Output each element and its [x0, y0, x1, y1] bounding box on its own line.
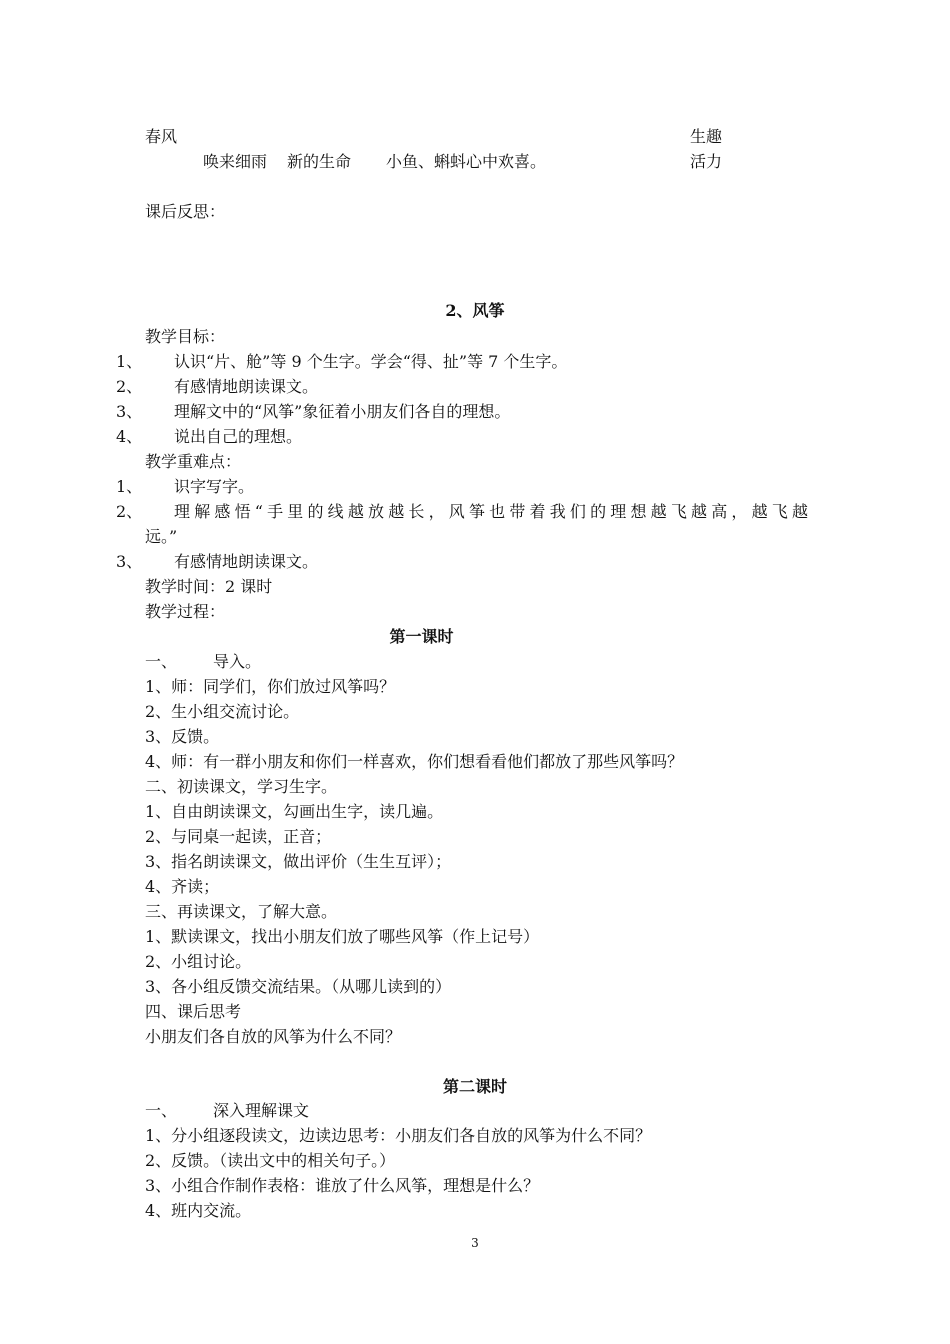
teaching-time: 教学时间：2 课时	[145, 577, 273, 596]
period-1-line: 2、生小组交流讨论。	[145, 702, 300, 721]
page-number: 3	[471, 1236, 479, 1250]
period-1-line: 小朋友们各自放的风筝为什么不同？	[145, 1027, 402, 1046]
goal-text: 理解文中的“风筝”象征着小朋友们各自的理想。	[174, 402, 511, 421]
period-2-line: 3、小组合作制作表格：谁放了什么风筝，理想是什么？	[145, 1176, 540, 1195]
poem-line-1-right: 生趣	[690, 127, 723, 146]
goals-heading: 教学目标：	[145, 327, 226, 346]
period-2-title: 第二课时	[442, 1077, 507, 1096]
goal-text: 有感情地朗读课文。	[174, 377, 319, 396]
goal-text: 说出自己的理想。	[174, 427, 303, 446]
key-point-number: 3、	[116, 552, 143, 571]
period-1-title: 第一课时	[389, 627, 454, 646]
period-1-line: 4、齐读；	[145, 877, 220, 896]
period-1-line: 4、师：有一群小朋友和你们一样喜欢，你们想看看他们都放了那些风筝吗？	[145, 752, 684, 771]
period-2-line: 4、班内交流。	[145, 1201, 252, 1220]
period-1-line: 四、课后思考	[145, 1002, 242, 1021]
period-1-line: 1、自由朗读课文，勾画出生字，读几遍。	[145, 802, 444, 821]
goal-number: 4、	[116, 427, 143, 446]
period-1-line: 3、指名朗读课文，做出评价（生生互评）；	[145, 852, 452, 871]
period-2-line: 1、分小组逐段读文，边读边思考：小朋友们各自放的风筝为什么不同？	[145, 1126, 652, 1145]
key-point-text: 理解感悟“手里的线越放越长，风筝也带着我们的理想越飞越高，越飞越	[174, 502, 808, 521]
period-2-line: 2、反馈。（读出文中的相关句子。）	[145, 1151, 396, 1170]
period-1-line: 2、小组讨论。	[145, 952, 252, 971]
period-1-section-text: 导入。	[213, 652, 262, 671]
key-point-text: 识字写字。	[174, 477, 255, 496]
goal-number: 3、	[116, 402, 143, 421]
period-1-line: 1、默读课文，找出小朋友们放了哪些风筝（作上记号）	[145, 927, 540, 946]
poem-line-2-seg3: 小鱼、蝌蚪心中欢喜。	[386, 152, 547, 171]
goal-number: 2、	[116, 377, 143, 396]
teaching-process: 教学过程：	[145, 602, 226, 621]
period-1-line: 2、与同桌一起读，正音；	[145, 827, 332, 846]
period-1-section-number: 一、	[145, 652, 178, 671]
poem-line-2-right: 活力	[690, 152, 723, 171]
lesson-title: 2、风筝	[445, 301, 505, 320]
period-1-line: 3、各小组反馈交流结果。（从哪儿读到的）	[145, 977, 452, 996]
key-point-text: 有感情地朗读课文。	[174, 552, 319, 571]
period-2-section-number: 一、	[145, 1101, 178, 1120]
reflection-label: 课后反思：	[145, 202, 226, 221]
key-point-number: 2、	[116, 502, 143, 521]
poem-line-2-seg1: 唤来细雨	[203, 152, 268, 171]
poem-line-1-left: 春风	[145, 127, 178, 146]
period-1-line: 3、反馈。	[145, 727, 220, 746]
period-2-section-text: 深入理解课文	[213, 1101, 310, 1120]
goal-number: 1、	[116, 352, 143, 371]
goal-text: 认识“片、舱”等 9 个生字。学会“得、扯”等 7 个生字。	[174, 352, 568, 371]
period-1-line: 1、师：同学们，你们放过风筝吗？	[145, 677, 396, 696]
key-point-text-continued: 远。”	[145, 527, 178, 546]
period-1-line: 二、初读课文，学习生字。	[145, 777, 338, 796]
key-point-number: 1、	[116, 477, 143, 496]
period-1-line: 三、再读课文，了解大意。	[145, 902, 338, 921]
poem-line-2-seg2: 新的生命	[287, 152, 352, 171]
key-points-heading: 教学重难点：	[145, 452, 242, 471]
